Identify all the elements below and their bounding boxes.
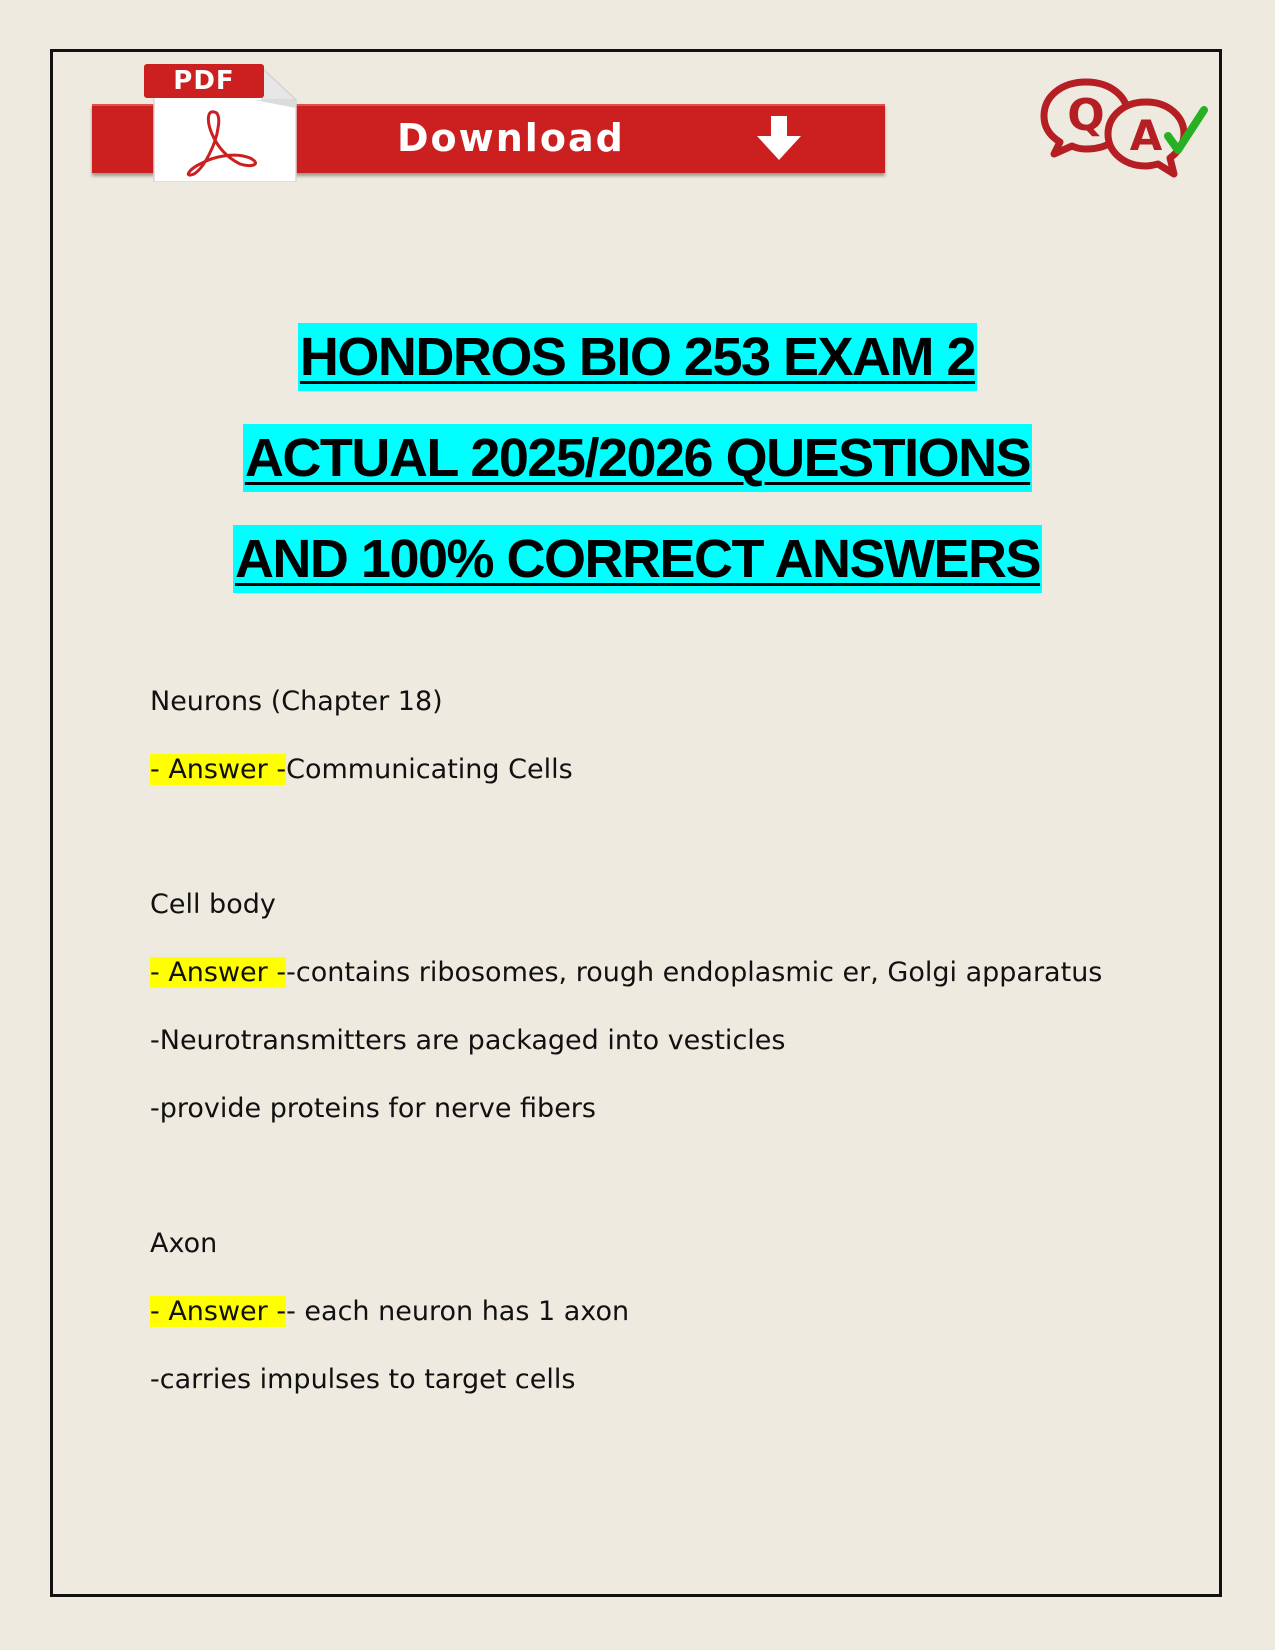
pdf-label: PDF xyxy=(144,64,264,98)
qa-logo-q: Q xyxy=(1067,90,1105,141)
answer-text: -contains ribosomes, rough endoplasmic er, Golgi apparatus xyxy=(286,957,1103,988)
answer-text: -Neurotransmitters are packaged into vesticles xyxy=(150,1025,786,1056)
answer-text: - each neuron has 1 axon xyxy=(286,1296,630,1327)
document-title xyxy=(0,307,1275,610)
qa-content xyxy=(150,684,1180,1430)
title-line-1: HONDROS BIO 253 EXAM 2 xyxy=(298,323,977,391)
download-banner[interactable] xyxy=(92,60,888,185)
qa-logo-icon xyxy=(1038,78,1210,178)
question-text: Axon xyxy=(150,1228,218,1259)
answer-text: Communicating Cells xyxy=(286,754,573,785)
answer-line xyxy=(150,1294,1180,1362)
download-label: Download xyxy=(397,116,625,160)
answer-line xyxy=(150,752,1180,820)
answer-label: - Answer - xyxy=(150,754,287,785)
question-text: Cell body xyxy=(150,889,276,920)
answer-line xyxy=(150,955,1180,1023)
answer-text: -provide proteins for nerve fibers xyxy=(150,1093,596,1124)
download-arrow-icon xyxy=(754,116,804,162)
answer-label: - Answer - xyxy=(150,1296,287,1327)
question-text: Neurons (Chapter 18) xyxy=(150,686,443,717)
pdf-document-icon xyxy=(144,60,304,182)
qa-logo-a: A xyxy=(1129,111,1163,160)
answer-text: -carries impulses to target cells xyxy=(150,1364,576,1395)
title-line-2: ACTUAL 2025/2026 QUESTIONS xyxy=(243,424,1032,492)
answer-label: - Answer - xyxy=(150,957,287,988)
title-line-3: AND 100% CORRECT ANSWERS xyxy=(233,525,1042,593)
